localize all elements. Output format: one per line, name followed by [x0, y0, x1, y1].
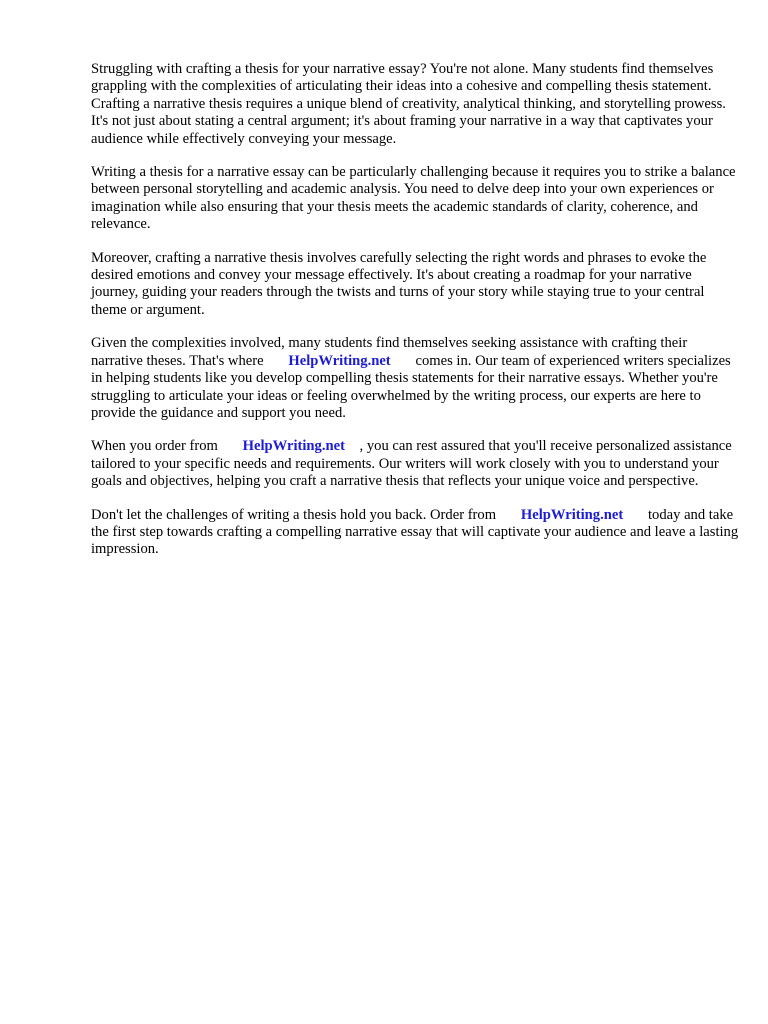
paragraph-4-text-before: Given the complexities involved, many students find themselves seeking assistance with crafting their narrative theses. That's where: [91, 335, 688, 369]
paragraph-5: [91, 438, 741, 490]
helpwriting-link-1[interactable]: HelpWriting.net: [288, 352, 391, 369]
paragraph-6-text-before: Don't let the challenges of writing a thesis hold you back. Order from: [91, 506, 497, 523]
helpwriting-link-3[interactable]: HelpWriting.net: [520, 506, 624, 523]
paragraph-5-text-after: , you can rest assured that you'll receive personalized assistance tailored to your specific needs and requirements. Our writers will work closely with you to understand your goals and objectives, helping you craft a narrative thesis that reflects your unique voice and perspective.: [91, 438, 732, 490]
paragraph-5-text-before: When you order from: [91, 438, 218, 455]
paragraph-3: Moreover, crafting a narrative thesis involves carefully selecting the right words and phrases to evoke the desired emotions and convey your message effectively. It's about creating a roadmap for your narrative journey, guiding your readers through the twists and turns of your story while staying true to your central theme or argument.: [91, 249, 707, 318]
helpwriting-link-2[interactable]: HelpWriting.net: [242, 438, 345, 455]
paragraph-1: Struggling with crafting a thesis for your narrative essay? You're not alone. Many students find themselves grappling with the complexities of articulating their ideas into a cohesive and compelling thesis statement. Crafting a narrative thesis requires a unique blend of creativity, analytical thinking, and storytelling prowess. It's not just about stating a central argument; it's about framing your narrative in a way that captivates your audience while effectively conveying your message.: [91, 61, 726, 147]
paragraph-4: [91, 335, 741, 422]
paragraph-6-text-after: today and take the first step towards crafting a compelling narrative essay that will captivate your audience and leave a lasting impression.: [91, 506, 739, 558]
paragraph-2: Writing a thesis for a narrative essay can be particularly challenging because it requires you to strike a balance between personal storytelling and academic analysis. You need to delve deep into your own experiences or imagination while also ensuring that your thesis meets the academic standards of clarity, coherence, and relevance.: [91, 164, 736, 233]
document-body: [91, 61, 741, 575]
paragraph-4-text-after: comes in. Our team of experienced writers specializes in helping students like you develop compelling thesis statements for their narrative essays. Whether you're struggling to articulate your ideas or feeling overwhelmed by the writing process, our experts are here to provide the guidance and support you need.: [91, 352, 731, 421]
paragraph-6: [91, 507, 741, 559]
